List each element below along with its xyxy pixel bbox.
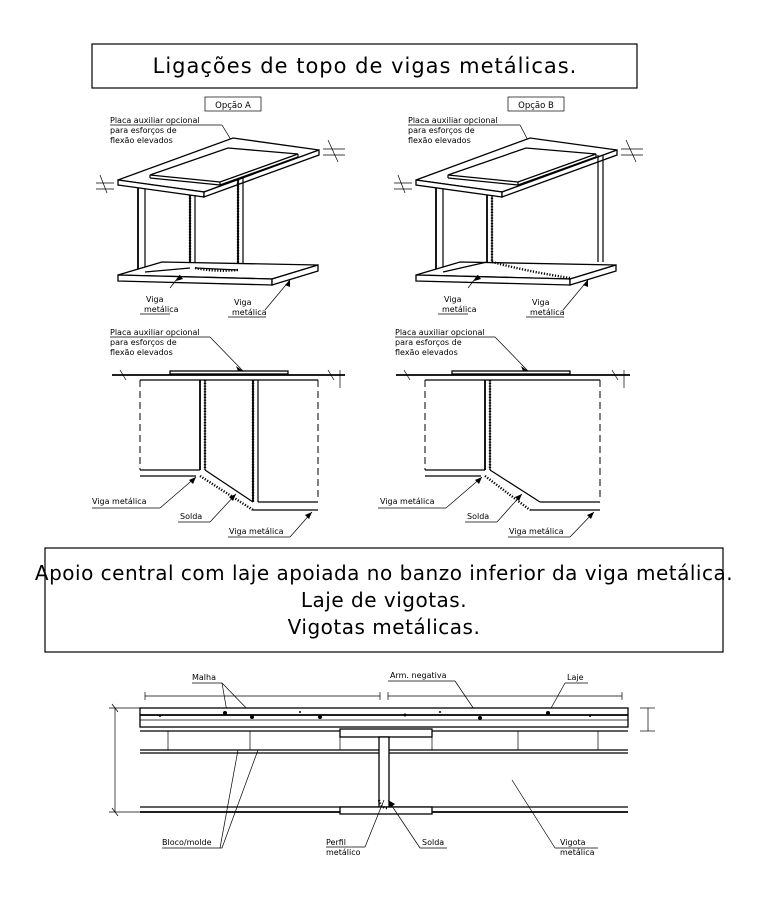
iso-b-viga1-l2: metálica	[442, 305, 477, 314]
sec-arm-negativa-label: Arm. negativa	[390, 671, 447, 680]
plate-label-a-l3: flexão elevados	[110, 136, 173, 145]
plate-label-a-l2: para esforços de	[110, 126, 177, 135]
title2-line3: Vigotas metálicas.	[287, 615, 481, 639]
iso-b-viga2-l1: Viga	[532, 298, 550, 307]
iso-beam-option-a	[96, 116, 345, 317]
iso-b-viga1-l1: Viga	[444, 295, 462, 304]
slab-cross-section	[109, 671, 655, 857]
sec-solda-label: Solda	[422, 838, 445, 847]
plate-label-a-l1: Placa auxiliar opcional	[110, 116, 200, 125]
elevation-option-b	[378, 328, 630, 537]
plate-label-b-l2: para esforços de	[408, 126, 475, 135]
sec-malha-label: Malha	[192, 673, 216, 682]
elev-b-viga-right: Viga metálica	[509, 527, 564, 536]
elev-b-viga-left: Viga metálica	[380, 497, 435, 506]
elev-a-plate-l3: flexão elevados	[110, 348, 173, 357]
elev-a-plate-l1: Placa auxiliar opcional	[110, 328, 200, 337]
elev-a-viga-right: Viga metálica	[229, 527, 284, 536]
iso-a-viga1-l2: metálica	[144, 305, 179, 314]
plate-label-b-l3: flexão elevados	[408, 136, 471, 145]
sec-vigota-l1: Vigota	[560, 838, 586, 847]
title-main: Ligações de topo de vigas metálicas.	[152, 54, 578, 78]
iso-beam-option-b	[394, 116, 643, 317]
iso-a-viga2-l1: Viga	[234, 298, 252, 307]
iso-b-viga2-l2: metálica	[530, 308, 565, 317]
option-a-label: Opção A	[215, 101, 251, 111]
title2-line2: Laje de vigotas.	[300, 588, 468, 612]
sec-bloco-label: Bloco/molde	[162, 838, 212, 847]
elev-b-plate-l1: Placa auxiliar opcional	[395, 328, 485, 337]
elev-b-plate-l2: para esforços de	[395, 338, 462, 347]
elev-b-plate-l3: flexão elevados	[395, 348, 458, 357]
sec-perfil-l2: metálico	[326, 848, 361, 857]
title2-line1: Apoio central com laje apoiada no banzo inferior da viga metálica.	[34, 561, 734, 585]
sec-vigota-l2: metálica	[560, 848, 595, 857]
plate-label-b-l1: Placa auxiliar opcional	[408, 116, 498, 125]
elev-a-plate-l2: para esforços de	[110, 338, 177, 347]
elev-a-solda: Solda	[180, 512, 203, 521]
elevation-option-a	[92, 328, 345, 537]
sec-perfil-l1: Perfil	[326, 838, 347, 847]
elev-a-viga-left: Viga metálica	[92, 497, 147, 506]
elev-b-solda: Solda	[467, 512, 490, 521]
iso-a-viga1-l1: Viga	[146, 295, 164, 304]
iso-a-viga2-l2: metálica	[232, 308, 267, 317]
option-b-label: Opção B	[518, 101, 554, 111]
sec-laje-label: Laje	[567, 673, 584, 682]
